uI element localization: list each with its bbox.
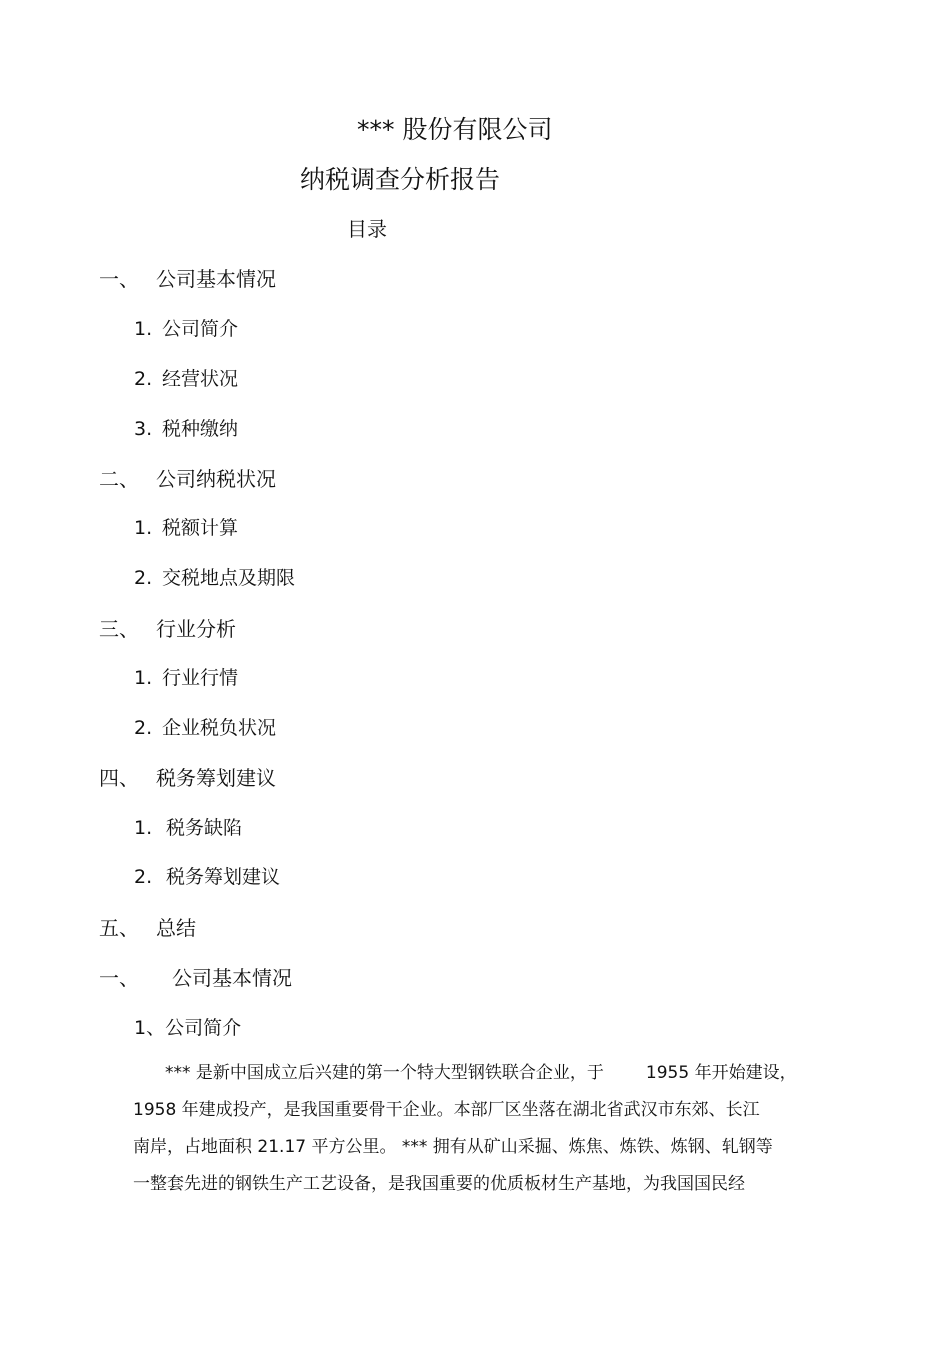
toc-item[interactable] [134, 513, 238, 540]
paragraph-line-1b: 1955 年开始建设， [645, 1063, 797, 1083]
body-section-heading [99, 962, 292, 991]
paragraph-line-1 [165, 1058, 797, 1083]
toc-item[interactable] [134, 563, 295, 590]
toc-section-5[interactable] [99, 912, 196, 941]
toc-item-num: 1. [134, 318, 153, 340]
toc-section-num: 二、 [99, 467, 139, 491]
body-sub-heading: 1、公司简介 [134, 1017, 242, 1039]
body-section-title: 公司基本情况 [172, 966, 292, 990]
toc-section-num: 五、 [99, 916, 139, 940]
toc-item-label: 税务筹划建议 [166, 866, 281, 888]
toc-item-num: 1. [134, 817, 153, 839]
toc-item-label: 公司简介 [162, 318, 239, 340]
toc-item-num: 2. [134, 717, 153, 739]
toc-section-num: 四、 [99, 766, 139, 790]
toc-item-label: 交税地点及期限 [162, 567, 296, 589]
toc-item-num: 3. [134, 418, 153, 440]
company-title: *** 股份有限公司 [357, 115, 553, 144]
toc-section-label: 公司纳税状况 [156, 467, 276, 491]
toc-section-num: 三、 [99, 617, 139, 641]
toc-heading: 目录 [347, 217, 387, 241]
toc-item-num: 2. [134, 866, 153, 888]
toc-section-2[interactable] [99, 463, 276, 492]
toc-section-num: 一、 [99, 267, 139, 291]
toc-item[interactable] [134, 314, 238, 341]
toc-item[interactable] [134, 862, 280, 889]
toc-item[interactable] [134, 414, 238, 441]
toc-item-label: 税额计算 [162, 517, 239, 539]
toc-item-label: 行业行情 [162, 667, 239, 689]
toc-item[interactable] [134, 813, 242, 840]
paragraph-line-1a: *** 是新中国成立后兴建的第一个特大型钢铁联合企业，于 [165, 1063, 604, 1083]
toc-item[interactable] [134, 364, 238, 391]
toc-section-3[interactable] [99, 613, 236, 642]
toc-item-label: 税种缴纳 [162, 418, 239, 440]
toc-item-num: 1. [134, 667, 153, 689]
toc-item-num: 1. [134, 517, 153, 539]
toc-section-label: 税务筹划建议 [156, 766, 276, 790]
toc-item-num: 2. [134, 368, 153, 390]
paragraph-line-3: 南岸，占地面积 21.17 平方公里。 *** 拥有从矿山采掘、炼焦、炼铁、炼钢、轧钢等 [133, 1137, 773, 1157]
paragraph-line-4: 一整套先进的钢铁生产工艺设备，是我国重要的优质板材生产基地，为我国国民经 [133, 1174, 745, 1194]
toc-section-label: 公司基本情况 [156, 267, 276, 291]
toc-section-1[interactable] [99, 263, 276, 292]
report-title: 纳税调查分析报告 [300, 165, 501, 194]
toc-section-label: 总结 [156, 916, 196, 940]
toc-item-num: 2. [134, 567, 153, 589]
toc-item-label: 税务缺陷 [166, 817, 243, 839]
paragraph-line-2: 1958 年建成投产，是我国重要骨干企业。本部厂区坐落在湖北省武汉市东郊、长江 [133, 1100, 760, 1120]
toc-item-label: 经营状况 [162, 368, 239, 390]
toc-item[interactable] [134, 663, 238, 690]
toc-section-4[interactable] [99, 762, 276, 791]
toc-section-label: 行业分析 [156, 617, 236, 641]
body-section-num: 一、 [99, 966, 139, 990]
toc-item-label: 企业税负状况 [162, 717, 277, 739]
toc-item[interactable] [134, 713, 276, 740]
